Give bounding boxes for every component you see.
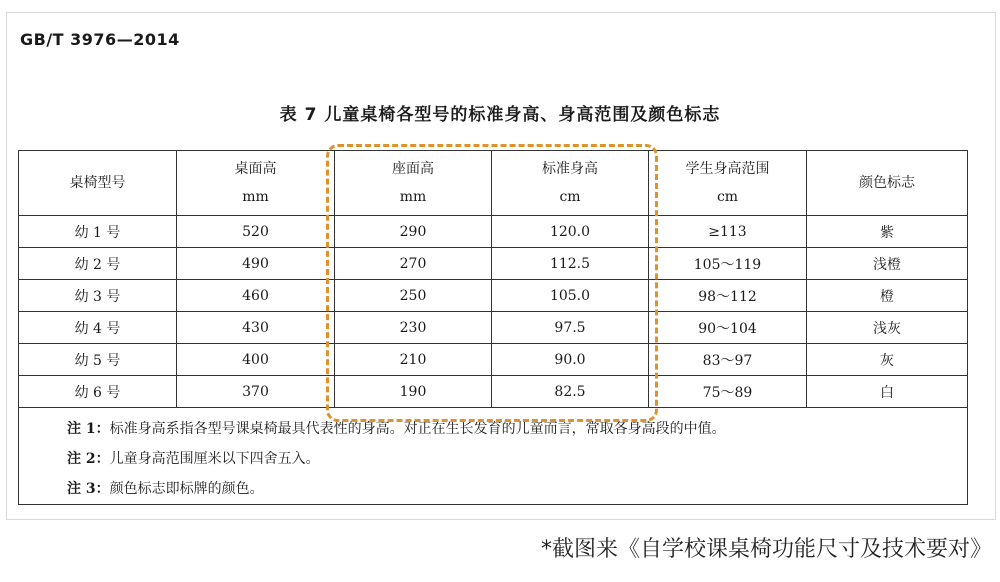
cell-color-mark: 紫: [807, 216, 968, 248]
cell-model: 幼 3 号: [19, 280, 177, 312]
col-header-standard-height: [492, 151, 649, 216]
cell-height-range: 83～97: [649, 344, 807, 376]
col-header-seat-height-unit: mm: [399, 189, 427, 205]
col-header-height-range-name: 学生身高范围: [685, 161, 770, 177]
cell-color-mark: 浅灰: [807, 312, 968, 344]
col-header-model: [19, 151, 177, 216]
note-3: [67, 474, 967, 504]
cell-standard-height: 82.5: [492, 376, 649, 408]
col-header-seat-height-name: 座面高: [392, 161, 434, 177]
source-caption: *截图来《自学校课桌椅功能尺寸及技术要对》: [540, 537, 992, 562]
table-row: [19, 248, 968, 280]
cell-model: 幼 1 号: [19, 216, 177, 248]
cell-model: 幼 6 号: [19, 376, 177, 408]
cell-standard-height: 105.0: [492, 280, 649, 312]
table-title: 表 7 儿童桌椅各型号的标准身高、身高范围及颜色标志: [279, 105, 721, 125]
cell-seat-height: 230: [335, 312, 492, 344]
cell-desk-height: 490: [177, 248, 335, 280]
cell-model: 幼 2 号: [19, 248, 177, 280]
cell-standard-height: 120.0: [492, 216, 649, 248]
cell-standard-height: 90.0: [492, 344, 649, 376]
table-row: [19, 216, 968, 248]
cell-color-mark: 白: [807, 376, 968, 408]
cell-desk-height: 430: [177, 312, 335, 344]
cell-desk-height: 460: [177, 280, 335, 312]
table-row: [19, 312, 968, 344]
col-header-height-range: [649, 151, 807, 216]
size-table: [18, 150, 968, 505]
cell-seat-height: 210: [335, 344, 492, 376]
table-header-row: [19, 151, 968, 216]
col-header-standard-height-unit: cm: [559, 189, 581, 205]
table-row: [19, 344, 968, 376]
note-1-label: 注 1：: [67, 421, 110, 437]
cell-seat-height: 290: [335, 216, 492, 248]
col-header-model-name: 桌椅型号: [69, 175, 126, 191]
note-2-label: 注 2：: [67, 451, 110, 467]
cell-model: 幼 5 号: [19, 344, 177, 376]
cell-seat-height: 270: [335, 248, 492, 280]
note-1: [67, 414, 967, 444]
col-header-color-mark-name: 颜色标志: [859, 175, 915, 191]
table-row: [19, 376, 968, 408]
cell-desk-height: 370: [177, 376, 335, 408]
col-header-height-range-unit: cm: [716, 189, 739, 205]
notes-cell: [19, 408, 968, 505]
cell-height-range: 105～119: [649, 248, 807, 280]
cell-seat-height: 190: [335, 376, 492, 408]
cell-color-mark: 浅橙: [807, 248, 968, 280]
cell-seat-height: 250: [335, 280, 492, 312]
cell-height-range: 98～112: [649, 280, 807, 312]
cell-standard-height: 112.5: [492, 248, 649, 280]
notes-row: [19, 408, 968, 505]
col-header-desk-height-unit: mm: [242, 189, 269, 205]
note-2: [67, 444, 967, 474]
table-row: [19, 280, 968, 312]
cell-height-range: ≥113: [649, 216, 807, 248]
note-3-text: 颜色标志即标牌的颜色。: [109, 481, 264, 497]
col-header-seat-height: [335, 151, 492, 216]
col-header-standard-height-name: 标准身高: [542, 161, 598, 177]
cell-color-mark: 橙: [807, 280, 968, 312]
col-header-desk-height-name: 桌面高: [234, 161, 277, 177]
note-2-text: 儿童身高范围厘米以下四舍五入。: [109, 451, 320, 467]
cell-height-range: 75～89: [649, 376, 807, 408]
note-3-label: 注 3：: [67, 481, 110, 497]
cell-desk-height: 520: [177, 216, 335, 248]
cell-color-mark: 灰: [807, 344, 968, 376]
col-header-color-mark: [807, 151, 968, 216]
standard-code: GB/T 3976—2014: [20, 30, 180, 49]
note-1-text: 标准身高系指各型号课桌椅最具代表性的身高。对正在生长发育的儿童而言，常取各身高段的中值。: [109, 421, 726, 437]
col-header-desk-height: [177, 151, 335, 216]
cell-model: 幼 4 号: [19, 312, 177, 344]
cell-desk-height: 400: [177, 344, 335, 376]
cell-standard-height: 97.5: [492, 312, 649, 344]
cell-height-range: 90～104: [649, 312, 807, 344]
